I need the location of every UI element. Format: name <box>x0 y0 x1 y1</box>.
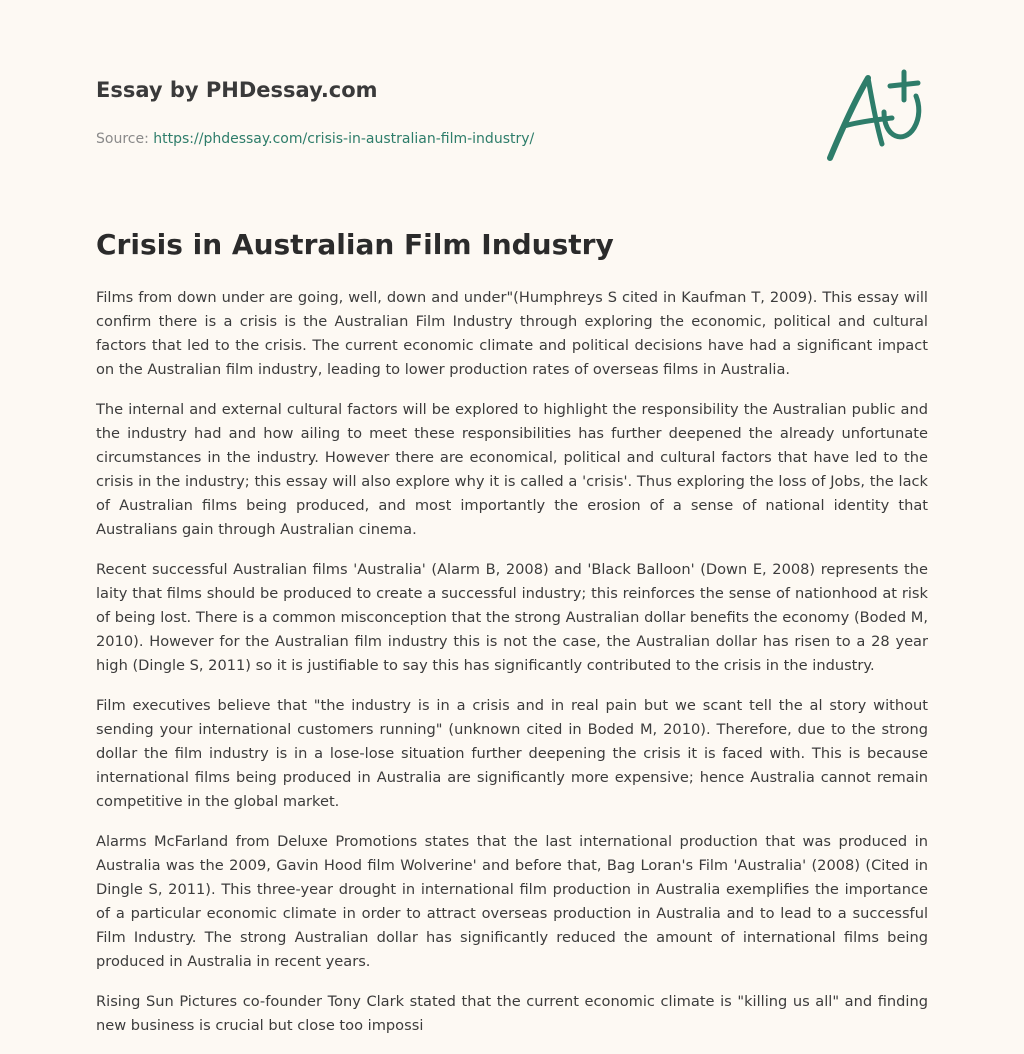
essay-body <box>96 286 928 1054</box>
essay-header <box>96 76 928 148</box>
essay-paragraph: Recent successful Australian films 'Australia' (Alarm B, 2008) and 'Black Balloon' (Down E, 2008) represents the laity that films should be produced to create a successful industry; this reinforces the sense of nationhood at risk of being lost. There is a common misconception that the strong Australian dollar benefits the economy (Boded M, 2010). However for the Australian film industry this is not the case, the Australian dollar has risen to a 28 year high (Dingle S, 2011) so it is justifiable to say this has significantly contributed to the crisis in the industry. <box>96 561 928 674</box>
essay-paragraph: Alarms McFarland from Deluxe Promotions states that the last international production that was produced in Australia was the 2009, Gavin Hood film Wolverine' and before that, Bag Loran's Film 'Australia' (2008) (Cited in Dingle S, 2011). This three-year drought in international film production in Australia exemplifies the importance of a particular economic climate in order to attract overseas production in Australia and to lead to a successful Film Industry. The strong Australian dollar has significantly reduced the amount of international films being produced in Australia in recent years. <box>96 833 928 970</box>
essay-paragraph: The internal and external cultural factors will be explored to highlight the responsibility the Australian public and the industry had and how ailing to meet these responsibilities has further deepened the already unfortunate circumstances in the industry. However there are economical, political and cultural factors that have led to the crisis in the industry; this essay will also explore why it is called a 'crisis'. Thus exploring the loss of Jobs, the lack of Australian films being produced, and most importantly the erosion of a sense of national identity that Australians gain through Australian cinema. <box>96 401 928 538</box>
brand-title: Essay by PHDessay.com <box>96 78 378 102</box>
essay-title: Crisis in Australian Film Industry <box>96 228 614 261</box>
source-label: Source: <box>96 131 154 147</box>
source-link[interactable]: https://phdessay.com/crisis-in-australian-film-industry/ <box>153 131 535 147</box>
source-line <box>96 130 928 148</box>
essay-paragraph: Rising Sun Pictures co-founder Tony Clark stated that the current economic climate is "killing us all" and finding new business is crucial but close too impossi <box>96 993 928 1034</box>
essay-paragraph: Film executives believe that "the industry is in a crisis and in real pain but we scant tell the al story without sending your international customers running" (unknown cited in Boded M, 2010). Therefore, due to the strong dollar the film industry is in a lose-lose situation further deepening the crisis it is faced with. This is because international films being produced in Australia are significantly more expensive; hence Australia cannot remain competitive in the global market. <box>96 697 928 810</box>
essay-paragraph: Films from down under are going, well, down and under"(Humphreys S cited in Kaufman T, 2009). This essay will confirm there is a crisis is the Australian Film Industry through exploring the economic, political and cultural factors that led to the crisis. The current economic climate and political decisions have had a significant impact on the Australian film industry, leading to lower production rates of overseas films in Australia. <box>96 289 928 378</box>
a-plus-logo-icon <box>820 66 930 166</box>
